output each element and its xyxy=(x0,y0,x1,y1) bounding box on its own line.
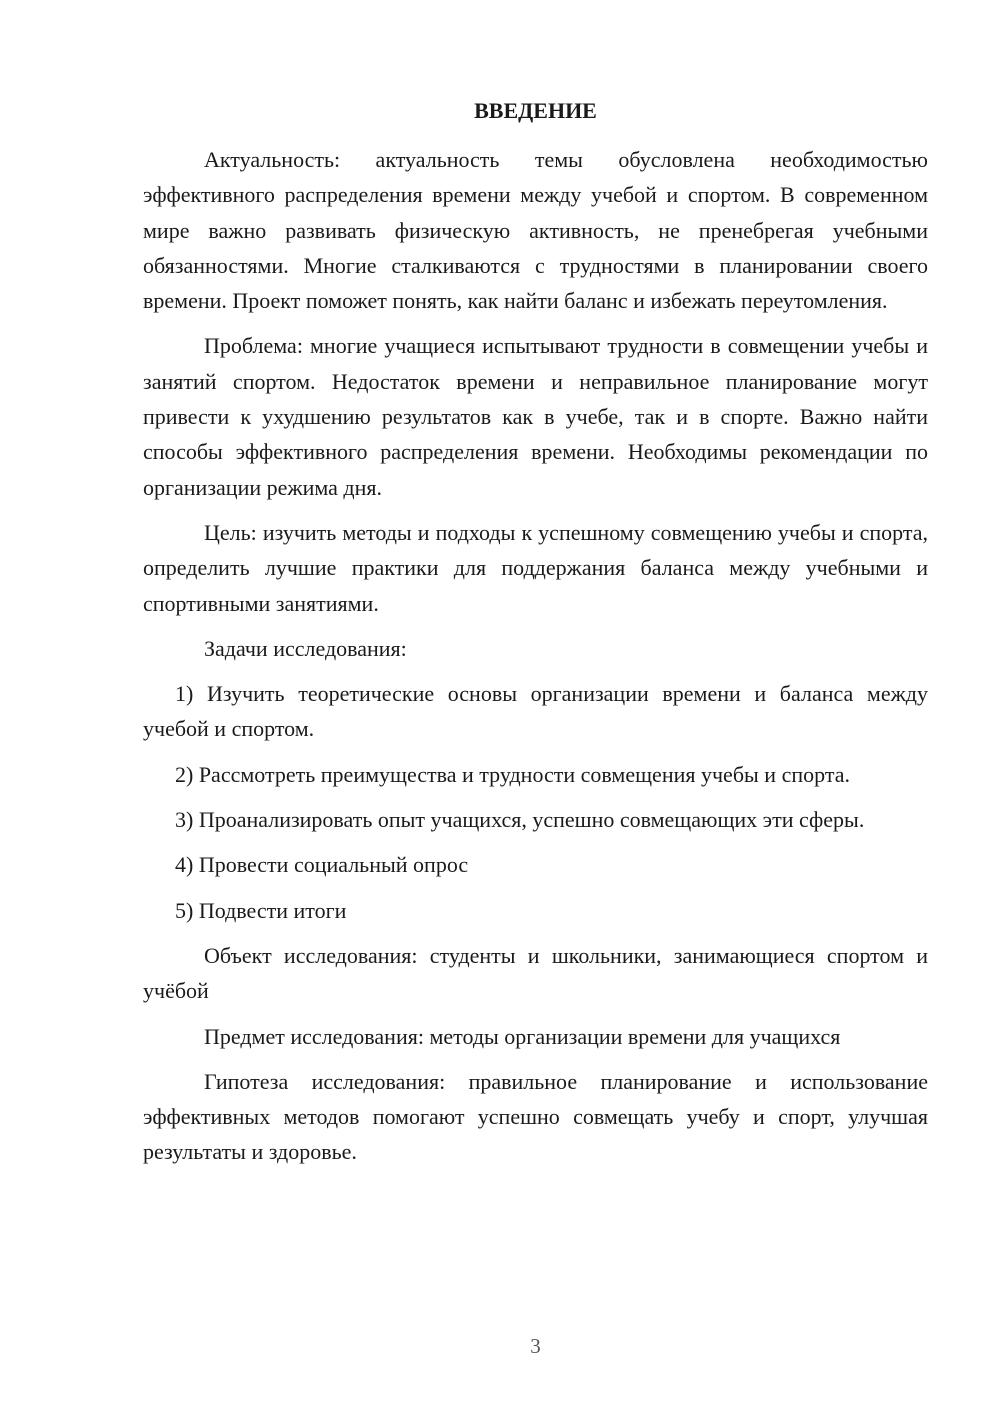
hypothesis-paragraph: Гипотеза исследования: правильное планирование и использование эффективных методов помогают успешно совмещать учебу и спорт, улучшая результаты и здоровье. xyxy=(143,1068,928,1165)
document-page xyxy=(143,0,928,1414)
subject-paragraph: Предмет исследования: методы организации времени для учащихся xyxy=(204,1023,841,1049)
goal-paragraph: Цель: изучить методы и подходы к успешному совмещению учебы и спорта, определить лучшие практики для поддержания баланса между учебными и спортивными занятиями. xyxy=(143,519,928,616)
task-item: 4) Провести социальный опрос xyxy=(175,852,469,878)
problem-paragraph: Проблема: многие учащиеся испытывают трудности в совмещении учебы и занятий спортом. Недостаток времени и неправильное планирование могут привести к ухудшению результатов как в учебе, так и в спорте. Важно найти способы эффективного распределения времени. Необходимы рекомендации по организации режима дня. xyxy=(143,333,928,500)
object-paragraph: Объект исследования: студенты и школьники, занимающиеся спортом и учёбой xyxy=(143,942,928,1004)
task-item: 5) Подвести итоги xyxy=(175,897,347,923)
document-body xyxy=(143,142,928,1180)
task-item: 2) Рассмотреть преимущества и трудности совмещения учебы и спорта. xyxy=(175,761,850,787)
page-number: 3 xyxy=(530,1334,541,1358)
page-title: ВВЕДЕНИЕ xyxy=(474,98,597,123)
tasks-heading: Задачи исследования: xyxy=(204,635,407,661)
task-item: 1) Изучить теоретические основы организации времени и баланса между учебой и спортом. xyxy=(143,681,928,742)
relevance-paragraph: Актуальность: актуальность темы обусловлена необходимостью эффективного распределения времени между учебой и спортом. В современном мире важно развивать физическую активность, не пренебрегая учебными обязанностями. Многие сталкиваются с трудностями в планировании своего времени. Проект поможет понять, как найти баланс и избежать переутомления. xyxy=(143,147,928,314)
task-item: 3) Проанализировать опыт учащихся, успешно совмещающих эти сферы. xyxy=(175,807,865,833)
